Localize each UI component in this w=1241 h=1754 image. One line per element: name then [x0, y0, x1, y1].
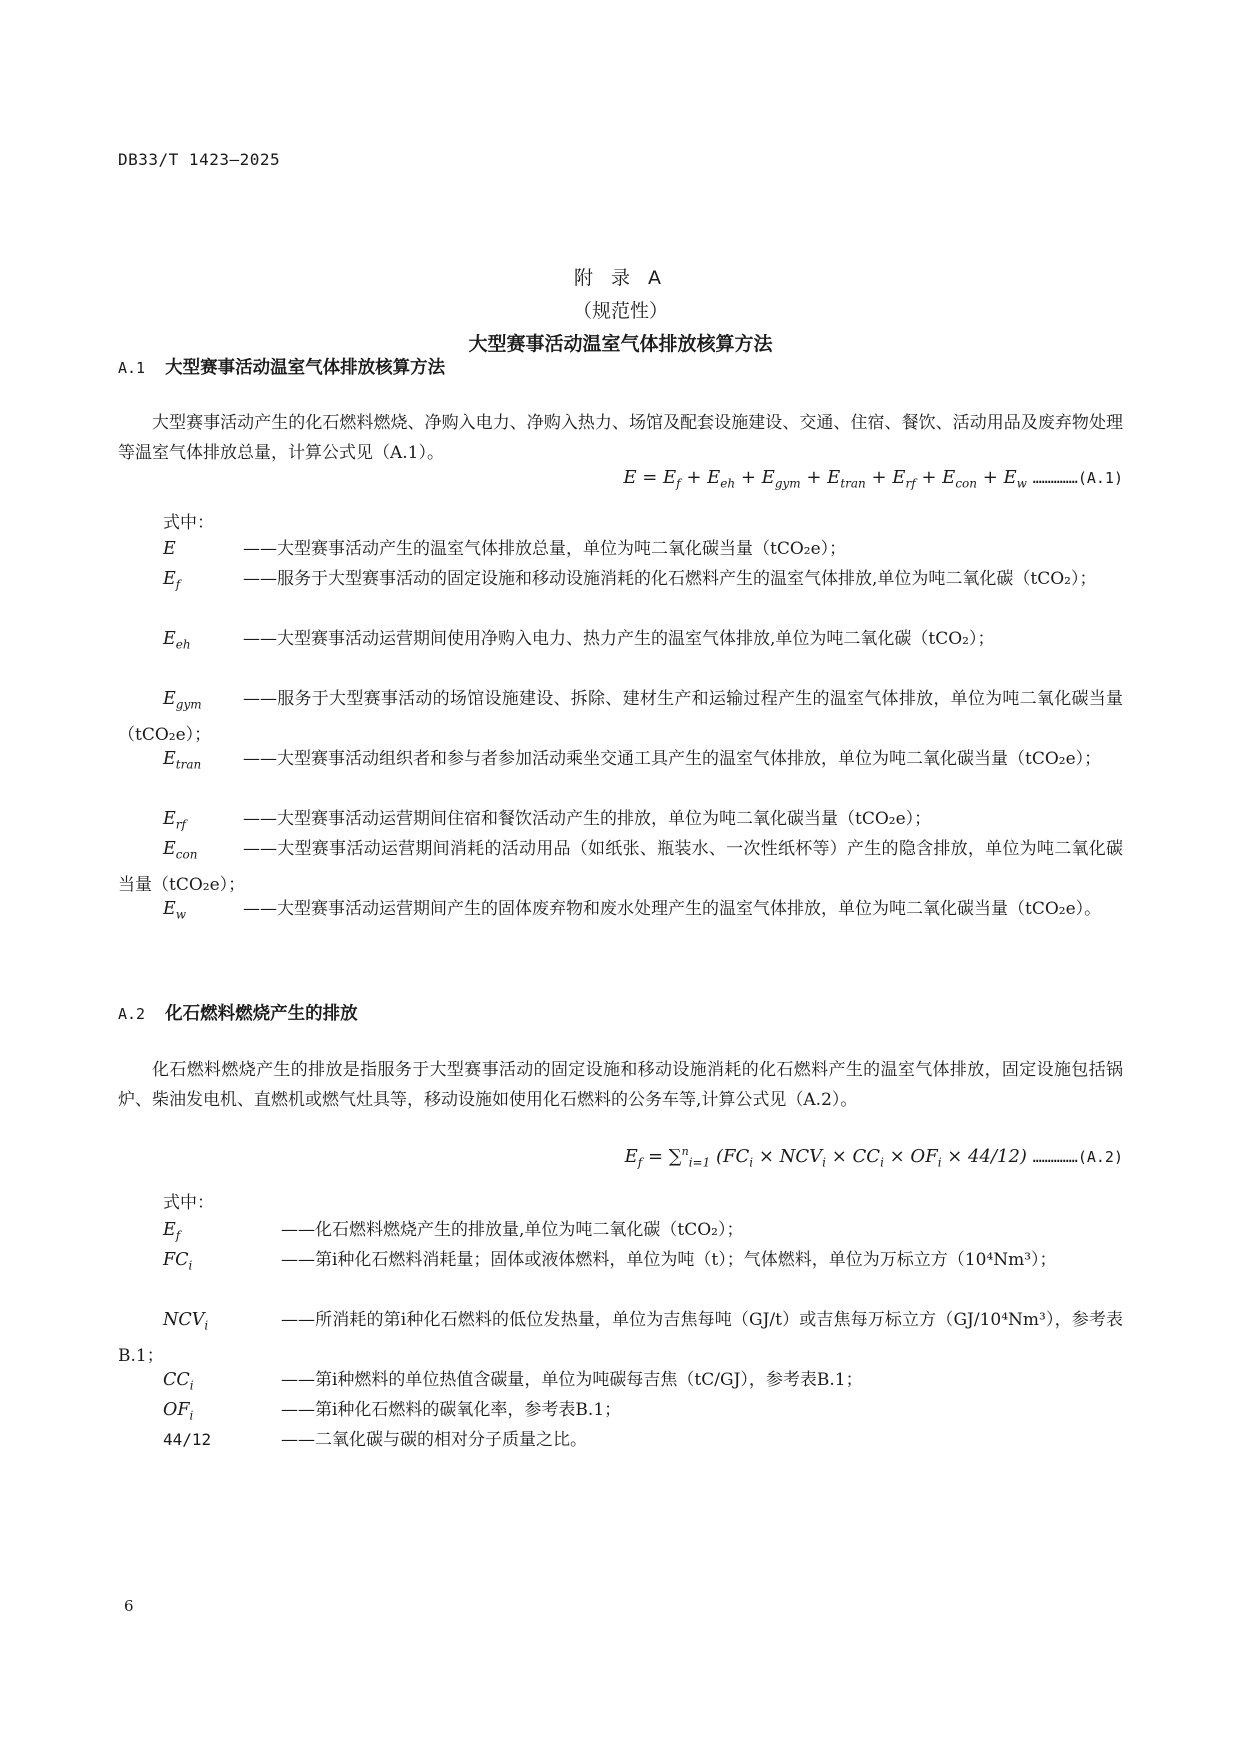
section-a1-title: 大型赛事活动温室气体排放核算方法 [165, 358, 446, 378]
symbol-e: E [163, 539, 176, 559]
section-a2-paragraph: 化石燃料燃烧产生的排放是指服务于大型赛事活动的固定设施和移动设施消耗的化石燃料产生的温室气体排放，固定设施包括锅炉、柴油发电机、直燃机或燃气灶具等，移动设施如使用化石燃料的公务车等,计算公式见（A.2）。 [118, 1060, 1123, 1110]
definition-egym: $E_{gym}$ ——服务于大型赛事活动的场馆设施建设、拆除、建材生产和运输过程产生的温室气体排放，单位为吨二氧化碳当量（tCO₂e）； [118, 684, 1123, 750]
definition-cci: $CC_i$ ——第i种燃料的单位热值含碳量，单位为吨碳每吉焦（tC/GJ），参考表B.1； [118, 1365, 1123, 1401]
symbol-cci: $CC_i$ [163, 1370, 194, 1393]
symbol-fci: $FC_i$ [163, 1250, 193, 1273]
definition-eeh: $E_{eh}$ ——大型赛事活动运营期间使用净购入电力、热力产生的温室气体排放,单位为吨二氧化碳（tCO₂）； [118, 624, 1123, 660]
appendix-heading [0, 262, 1241, 361]
where-label-a1: 式中： [163, 513, 214, 533]
symbol-etran: $E_{tran}$ [163, 749, 202, 772]
definition-ratio: 44/12 ——二氧化碳与碳的相对分子质量之比。 [118, 1425, 1123, 1455]
section-a2-number: A.2 [118, 1005, 146, 1023]
symbol-ef-a2: $E_f$ [163, 1220, 181, 1243]
section-a1-number: A.1 [118, 359, 146, 377]
appendix-nature: （规范性） [572, 300, 668, 322]
where-label-a2: 式中： [163, 1193, 214, 1213]
definition-etran: $E_{tran}$ ——大型赛事活动组织者和参与者参加活动乘坐交通工具产生的温室气体排放，单位为吨二氧化碳当量（tCO₂e）； [118, 744, 1123, 780]
section-a2-heading [118, 1000, 358, 1025]
formula-a2-number: ……………(A.2) [1032, 1148, 1123, 1166]
section-a1-paragraph: 大型赛事活动产生的化石燃料燃烧、净购入电力、净购入热力、场馆及配套设施建设、交通、住宿、餐饮、活动用品及废弃物处理等温室气体排放总量，计算公式见（A.1）。 [118, 413, 1123, 463]
appendix-title: 大型赛事活动温室气体排放核算方法 [468, 333, 773, 355]
formula-a1-number: ……………(A.1) [1032, 469, 1123, 487]
definition-ef-a2: $E_f$ ——化石燃料燃烧产生的排放量,单位为吨二氧化碳（tCO₂）； [118, 1215, 1123, 1251]
definition-ncvi: $NCV_i$ ——所消耗的第i种化石燃料的低位发热量，单位为吉焦每吨（GJ/t）或吉焦每万标立方（GJ/10⁴Nm³），参考表B.1； [118, 1305, 1123, 1371]
formula-a1 [623, 467, 1123, 491]
page-number: 6 [124, 1597, 134, 1615]
definition-fci: $FC_i$ ——第i种化石燃料消耗量；固体或液体燃料，单位为吨（t）；气体燃料，单位为万标立方（10⁴Nm³）； [118, 1245, 1123, 1281]
symbol-ew: $E_w$ [163, 899, 187, 922]
standard-code: DB33/T 1423—2025 [118, 150, 281, 169]
symbol-erf: $E_{rf}$ [163, 809, 186, 832]
definition-erf: $E_{rf}$ ——大型赛事活动运营期间住宿和餐饮活动产生的排放，单位为吨二氧化碳当量（tCO₂e）； [118, 804, 1123, 840]
section-a2-title: 化石燃料燃烧产生的排放 [165, 1004, 358, 1024]
symbol-eeh: $E_{eh}$ [163, 629, 191, 652]
definition-ef: $E_f$ ——服务于大型赛事活动的固定设施和移动设施消耗的化石燃料产生的温室气体排放,单位为吨二氧化碳（tCO₂）； [118, 564, 1123, 600]
definition-ofi: $OF_i$ ——第i种化石燃料的碳氧化率，参考表B.1； [118, 1395, 1123, 1431]
definition-ew: $E_w$ ——大型赛事活动运营期间产生的固体废弃物和废水处理产生的温室气体排放，单位为吨二氧化碳当量（tCO₂e）。 [118, 894, 1123, 930]
definition-econ: $E_{con}$ ——大型赛事活动运营期间消耗的活动用品（如纸张、瓶装水、一次性纸杯等）产生的隐含排放，单位为吨二氧化碳当量（tCO₂e）； [118, 834, 1123, 900]
definition-e: E ——大型赛事活动产生的温室气体排放总量，单位为吨二氧化碳当量（tCO₂e）； [118, 534, 1123, 564]
symbol-ncvi: $NCV_i$ [163, 1310, 209, 1333]
symbol-ratio: 44/12 [163, 1430, 212, 1449]
symbol-ofi: $OF_i$ [163, 1400, 194, 1423]
appendix-label: 附 录 A [573, 267, 668, 289]
symbol-ef: $E_f$ [163, 569, 181, 592]
section-a1-heading [118, 354, 445, 379]
symbol-econ: $E_{con}$ [163, 839, 198, 862]
symbol-egym: $E_{gym}$ [163, 689, 202, 712]
formula-a2-expression: $E_f = \sum^n_{i=1}$ $(FC_i \times NCV_i \times CC_i \times OF_i \times 44/12)$ [624, 1145, 1027, 1170]
formula-a2 [625, 1145, 1123, 1170]
formula-a1-expression: $E = E_f + E_{eh} + E_{gym} + E_{tran} + E_{rf} + E_{con} + E_w$ [623, 467, 1027, 491]
